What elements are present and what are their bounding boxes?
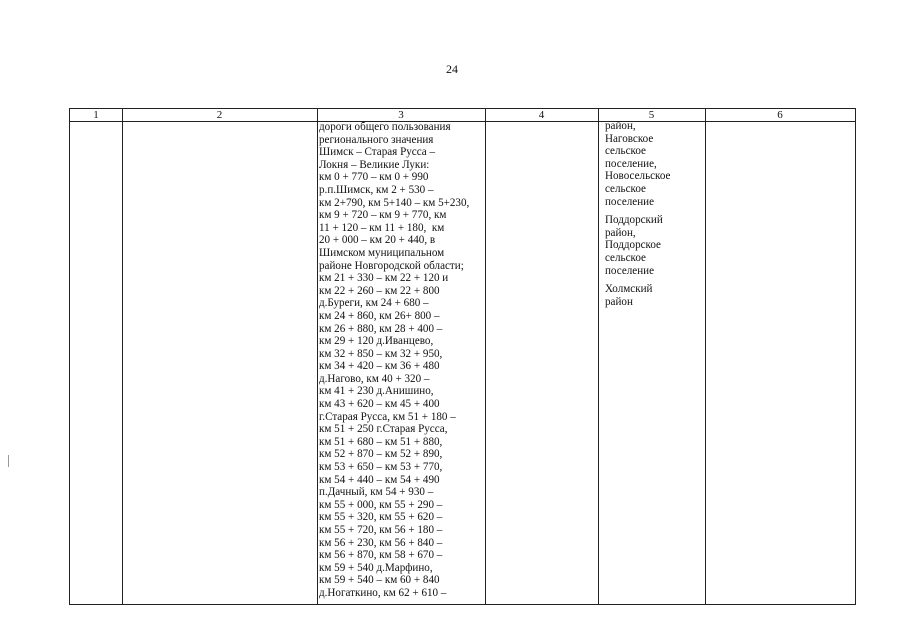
route-description-line: Шимском муниципальном: [319, 246, 445, 259]
header-cell-1: 1: [93, 109, 99, 121]
route-description-line: км 41 + 230 д.Анишино,: [319, 385, 434, 398]
column-divider: [598, 109, 599, 604]
route-description-line: 20 + 000 – км 20 + 440, в: [319, 234, 436, 247]
route-description-line: км 56 + 870, км 58 + 670 –: [319, 549, 443, 562]
route-description-line: км 51 + 680 – км 51 + 880,: [319, 435, 443, 448]
route-description-line: км 52 + 870 – км 52 + 890,: [319, 448, 443, 461]
route-description-line: км 56 + 230, км 56 + 840 –: [319, 536, 443, 549]
route-description-line: км 34 + 420 – км 36 + 480: [319, 360, 440, 373]
route-description-line: Шимск – Старая Русса –: [319, 146, 436, 159]
route-description-line: регионального значения: [319, 133, 434, 146]
column-divider: [317, 109, 318, 604]
route-description-line: км 0 + 770 – км 0 + 990: [319, 171, 429, 184]
column-divider: [705, 109, 706, 604]
route-description-line: км 2+790, км 5+140 – км 5+230,: [319, 196, 470, 209]
header-cell-4: 4: [538, 109, 545, 121]
route-description-line: г.Старая Русса, км 51 + 180 –: [319, 410, 456, 423]
route-description-line: р.п.Шимск, км 2 + 530 –: [319, 183, 434, 196]
route-description-line: районе Новгородской области;: [319, 259, 464, 272]
route-description-line: км 43 + 620 – км 45 + 400: [319, 398, 440, 411]
scan-mark: [8, 455, 9, 467]
route-description-line: п.Дачный, км 54 + 930 –: [319, 486, 434, 499]
column-divider: [485, 109, 486, 604]
route-description-line: д.Ногаткино, км 62 + 610 –: [319, 586, 447, 599]
column-5-cell: [605, 120, 705, 314]
header-cell-6: 6: [777, 109, 783, 121]
route-description-line: дороги общего пользования: [319, 121, 451, 133]
page-number: 24: [446, 62, 458, 76]
route-description-line: км 9 + 720 – км 9 + 770, км: [319, 209, 447, 222]
route-description-line: км 55 + 320, км 55 + 620 –: [319, 511, 443, 524]
route-description-line: км 32 + 850 – км 32 + 950,: [319, 347, 443, 360]
route-description-line: км 59 + 540 д.Марфино,: [319, 561, 433, 574]
route-description-line: Локня – Великие Луки:: [319, 158, 430, 171]
route-description-line: км 59 + 540 – км 60 + 840: [319, 574, 440, 587]
route-description-line: д.Буреги, км 24 + 680 –: [319, 297, 429, 310]
route-description-line: км 21 + 330 – км 22 + 120 и: [319, 272, 449, 285]
route-description-line: км 55 + 000, км 55 + 290 –: [319, 498, 443, 511]
route-description-line: км 54 + 440 – км 54 + 490: [319, 473, 440, 486]
header-cell-3: 3: [398, 109, 404, 121]
route-description-line: км 22 + 260 – км 22 + 800: [319, 284, 440, 297]
route-description-line: км 29 + 120 д.Иванцево,: [319, 335, 434, 348]
column-3-cell: [319, 121, 484, 600]
data-table: [69, 108, 856, 605]
route-description-line: 11 + 120 – км 11 + 180, км: [319, 221, 445, 234]
municipality-entry: район, Наговское сельское поселение, Новосельское сельское поселение: [605, 120, 671, 208]
route-description-line: км 26 + 880, км 28 + 400 –: [319, 322, 443, 335]
route-description-line: км 53 + 650 – км 53 + 770,: [319, 461, 443, 474]
municipality-entry: Поддорский район, Поддорское сельское поселение: [605, 214, 663, 277]
route-description-line: км 24 + 860, км 26+ 800 –: [319, 309, 440, 322]
route-description-line: д.Нагово, км 40 + 320 –: [319, 372, 430, 385]
route-description-line: км 55 + 720, км 56 + 180 –: [319, 524, 443, 536]
column-divider: [122, 109, 123, 604]
route-description-line: км 51 + 250 г.Старая Русса,: [319, 423, 448, 436]
header-cell-2: 2: [216, 109, 223, 121]
header-cell-5: 5: [648, 109, 655, 121]
municipality-entry: Холмский район: [605, 283, 653, 308]
